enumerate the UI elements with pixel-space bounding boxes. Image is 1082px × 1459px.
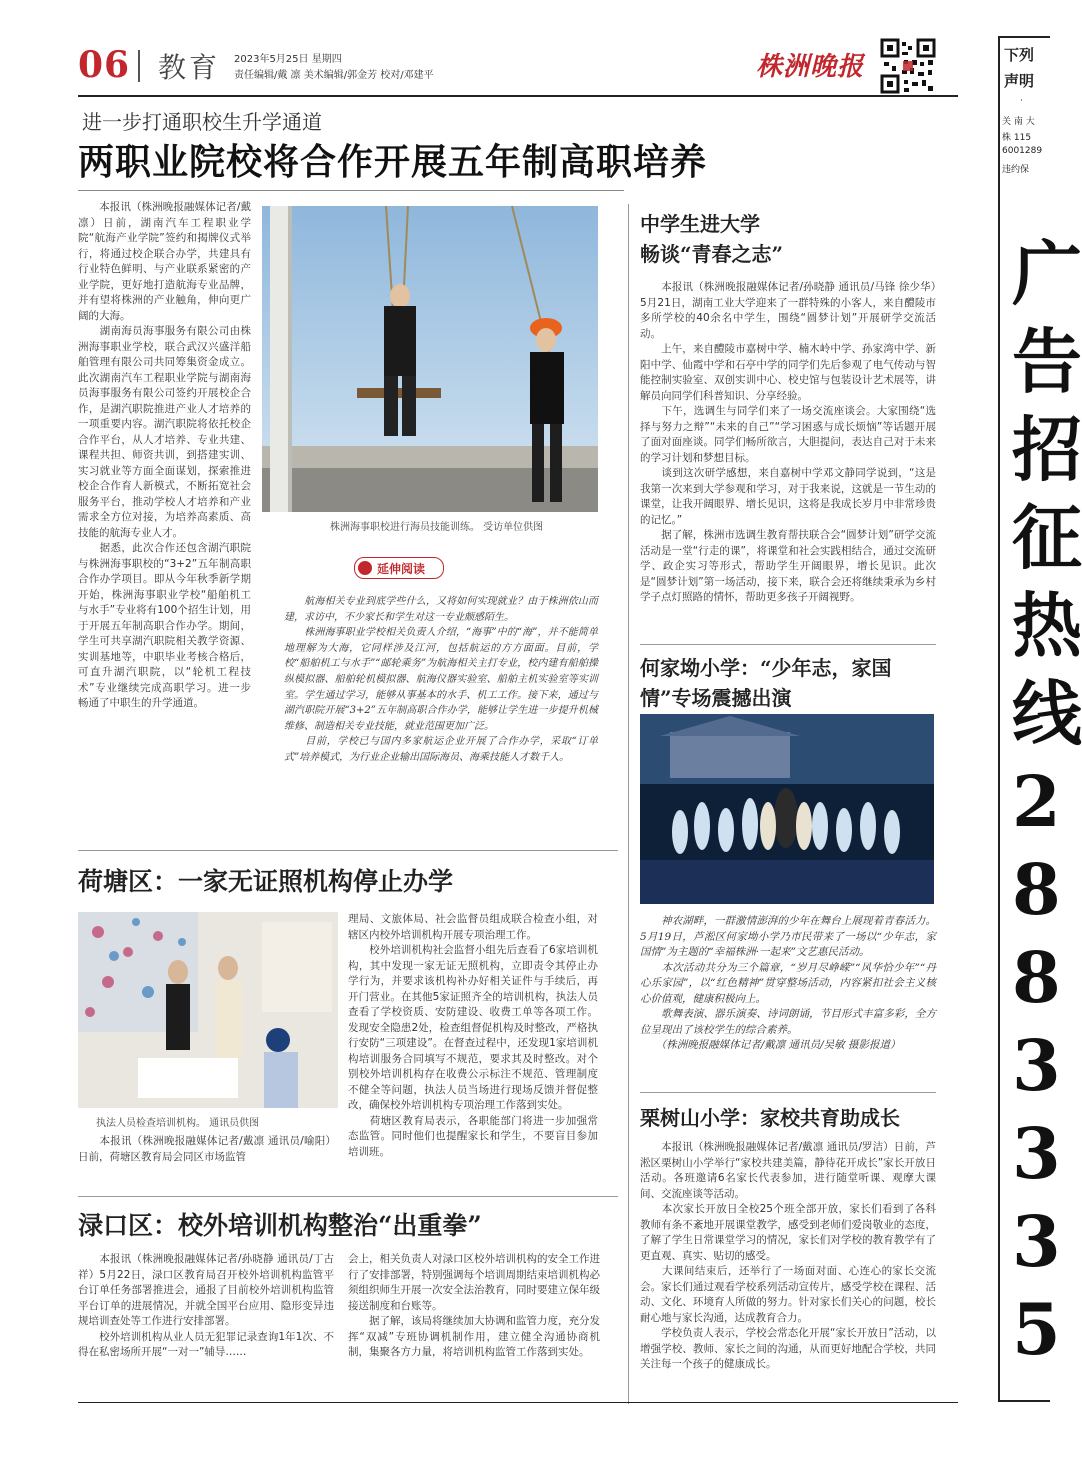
- adjacent-big-11: 3: [1012, 1112, 1061, 1195]
- extended-reading-badge: [354, 557, 444, 579]
- adjacent-big-9: 8: [1012, 936, 1061, 1019]
- middle-school-body: 本报讯（株洲晚报融媒体记者/孙晓静 通讯员/马锋 徐少华）5月21日，湖南工业大学迎来了一群特殊的小客人，来自醴陵市多所学校的40余名中学生，围绕“圆梦计划”开展研学交流活动。 上午，来自醴陵市嘉树中学、楠木岭中学、孙家湾中学、新阳中学、仙霞中学和石亭中学的同学们先后参观了电气传动与智能控制实验室、双创实训中心、校史馆与包装设计艺术展等，讲解员向同学们科普知识、分享经验。 下午，选调生与同学们来了一场交流座谈会。大家围绕“选择与努力之辩”“未来的自己”“学习困惑与成长烦恼”等话题开展了面对面座谈。同学们畅所欲言，大胆提问，表达自己对于未来的学习计划和梦想目标。 谈到这次研学感想，来自嘉树中学邓文静同学说到，“这是我第一次来到大学参观和学习，对于我来说，这就是一节生动的课堂，让我开阔眼界、增长见识，这将是我成长岁月中非常珍贵的记忆。” 据了解，株洲市选调生教育帮扶联合会“圆梦计划”研学交流活动是一堂“行走的课”，将课堂和社会实践相结合，通过交流研学、政企实习等形式，帮助学生开阔眼界，增长见识。此次是“圆梦计划”第一场活动，接下来，联合会还将继续秉承为乡村学子点灯照路的情怀，帮助更多孩子开阔视野。: [640, 281, 936, 603]
- adjacent-frag-1: ·: [1020, 96, 1023, 106]
- adjacent-big-8: 8: [1012, 848, 1061, 931]
- adjacent-big-5: 热: [1012, 584, 1082, 667]
- lukou-column-1: 本报讯（株洲晚报融媒体记者/孙晓静 通讯员/丁古祥）5月22日，渌口区教育局召开校外培训机构监管平台订单任务部署推进会，通报了目前校外培训机构监管平台订单的进展情况，并就全国平台应用、隐形变异违规培训查处等工作进行安排部署。 校外培训机构从业人员无犯罪记录查询1年1次、不得在私密场所开展“一对一”辅导……: [78, 1253, 334, 1358]
- lishushan-headline: 栗树山小学：家校共育助成长: [640, 1106, 900, 1130]
- adjacent-big-12: 3: [1012, 1200, 1061, 1283]
- page-number: 06: [78, 44, 131, 86]
- extended-reading-title: 延伸阅读: [377, 562, 426, 576]
- hejiachang-body: 神农湖畔，一群激情澎湃的少年在舞台上展现着青春活力。5月19日，芦淞区何家坳小学乃市民带来了一场以“少年志，家国情”为主题的“幸福株洲·一起来”文艺惠民活动。 本次活动共分为三个篇章，“岁月尽峥嵘”“风华恰少年”“丹心乐家园”，以“红色精神”贯穿整场活动，内容紧扣社会主义核心价值观，健康积极向上。 歌舞表演、器乐演奏、诗词朗诵，节目形式丰富多彩，全方位呈现出了该校学生的综合素养。 （株洲晚报融媒体记者/戴凛 通讯员/吴敏 摄影报道）: [640, 915, 936, 1051]
- adjacent-big-7: 2: [1012, 760, 1061, 843]
- editors-line: 责任编辑/戴 凛 美术编辑/郭金芳 校对/邓建平: [234, 70, 434, 81]
- hetang-intro: 本报讯（株洲晚报融媒体记者/戴凛 通讯员/喻阳）日前，荷塘区教育局会同区市场监管: [78, 1135, 336, 1163]
- footer-rule: [78, 1402, 958, 1403]
- qr-code-icon: [880, 38, 936, 94]
- hejiachang-photo: [640, 714, 934, 904]
- hejiachang-headline-2: 情”专场震撼出演: [640, 686, 792, 710]
- lead-column-1: 本报讯（株洲晚报融媒体记者/戴凛）日前，湖南汽车工程职业学院“航海产业学院”签约和揭牌仪式举行，将通过校企联合办学，共建具有行业特色鲜明、与产业联系紧密的产业学院，更好地打造航海专业品牌，并有望将株洲的产业触角，伸向更广阔的大海。 湖南海员海事服务有限公司由株洲海事职业学校，联合武汉兴盛洋船舶管理有限公司共同筹集资金成立。此次湖南汽车工程职业学院与湖南海员海事服务有限公司签约开展校企合作，是湖汽职院推进产业人才培养的一项重要内容。湖汽职院将依托校企合作平台，从人才培养、专业共建、课程共担、师资共训，到搭建实训、实习就业等方面全面谋划，探索推进校企合作育人新模式，不断拓宽社会服务平台，推动学校人才培养和产业需求全方位对接，为培养高素质、高技能的航海专业人才。 据悉，此次合作还包含湖汽职院与株洲海事职校的“3+2”五年制高职合作办学项目。即从今年秋季新学期开始，株洲海事职业学校“船舶机工与水手”专业将有100个招生计划，用于开展五年制高职合作办学。期间，学生可共享湖汽职院相关教学资源、实训基地等，中职毕业考核合格后，可直升湖汽职院，以“轮机工程技术”专业继续完成高职学习。进一步畅通了中职生的升学通道。: [78, 201, 251, 709]
- hetang-photo: [78, 912, 338, 1108]
- adjacent-big-6: 线: [1012, 672, 1082, 755]
- lukou-headline: 渌口区：校外培训机构整治“出重拳”: [78, 1211, 482, 1240]
- lead-photo: [262, 206, 598, 512]
- section-rule-right-2: [640, 1092, 936, 1093]
- section-rule-left-1: [78, 850, 618, 851]
- lishushan-body: 本报讯（株洲晚报融媒体记者/戴凛 通讯员/罗洁）日前，芦淞区栗树山小学举行“家校共建美篇，静待花开成长”家长开放日活动。各班邀请6名家长代表参加，进行随堂听课、观摩大课间、交流座谈等活动。 本次家长开放日全校25个班全部开放，家长们看到了各科教师有条不紊地开展课堂教学，感受到老师们爱岗敬业的态度，了解了学生日常课堂学习的情况，家长们对学校的教育教学有了更直观、真实、贴切的感受。 大课间结束后，还举行了一场面对面、心连心的家长交流会。家长们通过观看学校系列活动宣传片，感受学校在课程、活动、文化、环境育人所做的努力。针对家长们关心的问题，校长耐心地与家长沟通，达成教育合力。 学校负责人表示，学校会常态化开展“家长开放日”活动，以增强学校、教师、家长之间的沟通，从而更好地配合学校，共同关注每一个孩子的健康成长。: [640, 1141, 936, 1370]
- lukou-column-2: 会上，相关负责人对渌口区校外培训机构的安全工作进行了安排部署，特别强调每个培训周期结束培训机构必须组织师生开展一次安全法治教育，同时要建立保年级接送制度和台账等。 据了解，该局将继续加大协调和监管力度，充分发挥“双减”专班协调机制作用，建立健全沟通协商机制，集聚各方力量，将培训机构监管工作落到实处。: [348, 1253, 600, 1358]
- adjacent-big-1: 广: [1012, 232, 1082, 315]
- adjacent-line-2: 声明: [1004, 72, 1035, 90]
- hetang-photo-caption: 执法人员检查培训机构。 通讯员供图: [96, 1118, 260, 1129]
- masthead-rule: [78, 95, 958, 97]
- adjacent-frag-3: 株 115: [1002, 133, 1032, 143]
- adjacent-big-2: 告: [1012, 320, 1082, 403]
- adjacent-frag-2: 关 南 大: [1002, 117, 1035, 127]
- hetang-body: 理局、文旅体局、社会监督员组成联合检查小组，对辖区内校外培训机构开展专项治理工作。 校外培训机构社会监督小组先后查看了6家培训机构，其中发现一家无证无照机构，立即责令其停止办学行为，并要求该机构补办好相关证件与手续后，再开门营业。在其他5家证照齐全的培训机构，执法人员查看了学校资质、安防建设、收费工单等各项工作。发现安全隐患2处，检查组督促机构及时整改，严格执行安防“三项建设”。在督查过程中，还发现1家培训机构培训服务合同填写不规范，要求其及时整改。对个别校外培训机构存在收费公示标注不规范、管理制度不健全等问题，执法人员当场进行现场反馈并督促整改，确保校外培训机构专项治理工作落到实处。 荷塘区教育局表示，各职能部门将进一步加强常态监管。同时他们也提醒家长和学生，不要盲目参加培训班。: [348, 913, 598, 1158]
- adjacent-ad-strip: [1012, 230, 1082, 1400]
- hetang-headline: 荷塘区：一家无证照机构停止办学: [78, 867, 454, 896]
- adjacent-big-13: 5: [1012, 1288, 1061, 1371]
- section-title: 教育: [158, 51, 221, 84]
- adjacent-frag-4: 6001289: [1002, 146, 1043, 156]
- adjacent-line-1: 下列: [1004, 46, 1035, 64]
- hejiachang-headline-1: 何家坳小学：“少年志，家国: [640, 656, 892, 680]
- vertical-divider: [628, 204, 629, 1404]
- lead-headline-rule: [78, 190, 624, 191]
- middle-school-headline-1: 中学生进大学: [640, 212, 760, 236]
- lead-headline: 两职业院校将合作开展五年制高职培养: [78, 141, 708, 183]
- masthead-divider: [138, 50, 140, 82]
- adjacent-big-4: 征: [1012, 496, 1082, 579]
- adjacent-big-10: 3: [1012, 1024, 1061, 1107]
- middle-school-headline-2: 畅谈“青春之志”: [640, 242, 784, 266]
- adjacent-big-3: 招: [1012, 408, 1082, 491]
- section-rule-left-2: [78, 1196, 618, 1197]
- adjacent-frag-5: 违约保: [1002, 165, 1030, 175]
- date-line: 2023年5月25日 星期四: [234, 54, 342, 65]
- section-rule-right-1: [640, 644, 936, 645]
- lead-photo-caption: 株洲海事职校进行海员技能训练。 受访单位供图: [330, 522, 544, 533]
- extended-reading-dot-icon: [358, 561, 372, 575]
- extended-reading-body: 航海相关专业到底学些什么，又将如何实现就业？由于株洲依山而建，求访中，不少家长和学生对这一专业颇感陌生。 株洲海事职业学校相关负责人介绍，“海事”中的“海”，并不能简单地理解为大海，它同样涉及江河，包括航运的方方面面。目前，学校“船舶机工与水手”“邮轮乘务”为航海相关主打专业，校内建有船舶操纵模拟器、船舶轮机模拟器、航海仪器实验室、船舶主机实验室等实训室。学生通过学习，能够从事基本的水手、机工工作。接下来，通过与湖汽职院开展“3+2”五年制高职合作办学，能够让学生进一步提升机械维修、制造相关专业技能，就业范围更加广泛。 目前，学校已与国内多家航运企业开展了合作办学，采取“订单式”培养模式，为行业企业输出国际海员、海乘技能人才数千人。: [284, 596, 598, 763]
- lead-kicker: 进一步打通职校生升学通道: [82, 110, 322, 134]
- paper-logo: 株洲晚报: [756, 52, 865, 82]
